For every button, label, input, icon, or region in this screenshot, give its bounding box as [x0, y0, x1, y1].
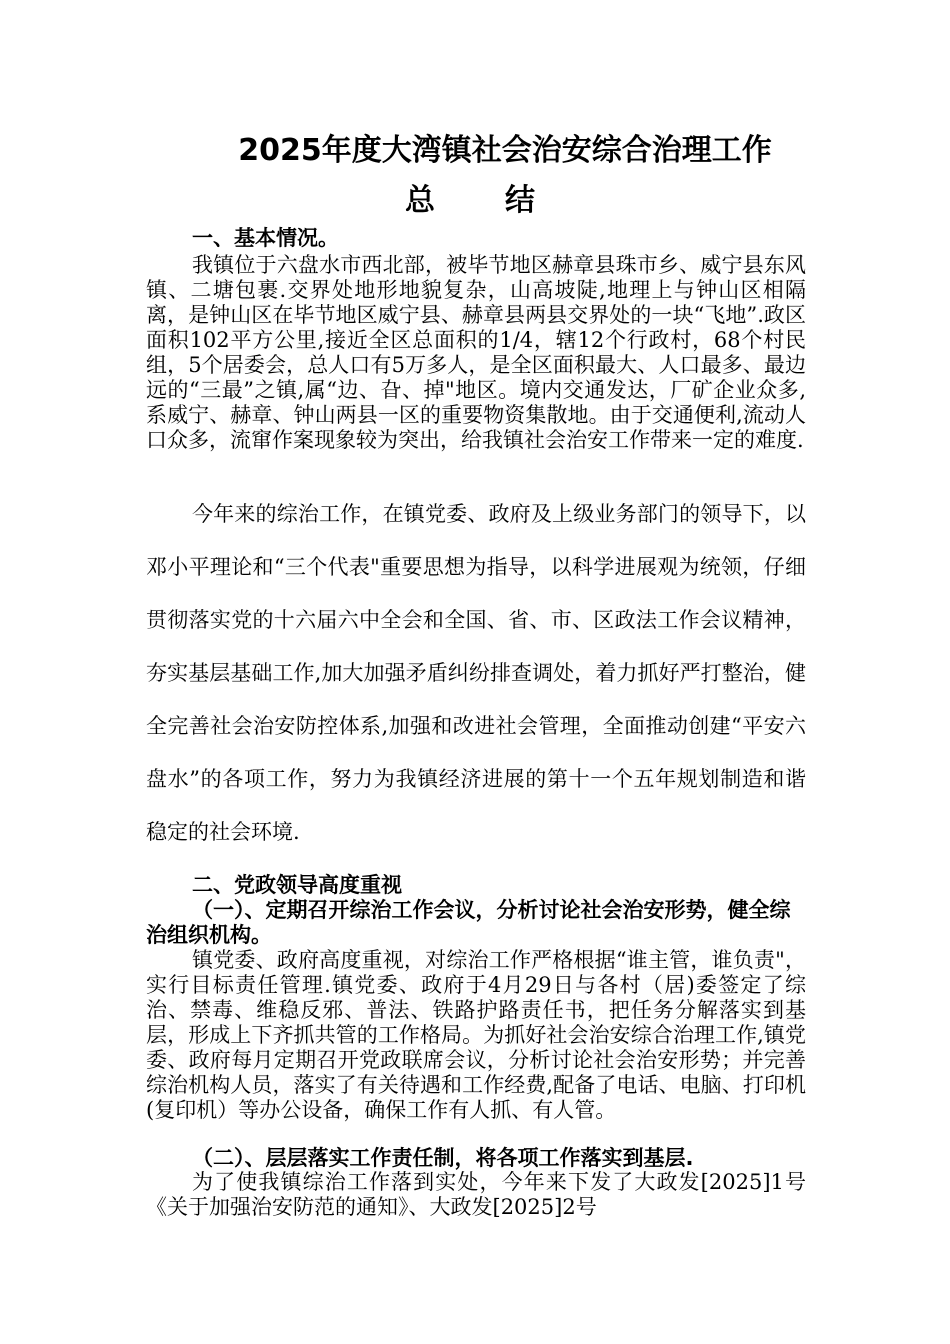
document-title-line2: 总结 [405, 183, 605, 218]
paragraph-basic-situation: 我镇位于六盘水市西北部，被毕节地区赫章县珠市乡、威宁县东风镇、二塘包裹.交界处地形地貌复杂，山高坡陡,地理上与钟山区相隔离，是钟山区在毕节地区威宁县、赫章县两县交界处的一块“飞地”.政区面积102平方公里,接近全区总面积的1/4，辖12个行政村，68个村民组，5个居委会，总人口有5万多人，是全区面积最大、人口最多、最边远的“三最”之镇,属“边、旮、掉"地区。境内交通发达，厂矿企业众多,系威宁、赫章、钟山两县一区的重要物资集散地。由于交通便利,流动人口众多，流窜作案现象较为突出，给我镇社会治安工作带来一定的难度. [146, 253, 806, 452]
subsection-heading-meetings: （一）、定期召开综治工作会议，分析讨论社会治安形势，健全综治组织机构。 [146, 898, 791, 947]
section-heading-basic: 一、基本情况。 [192, 226, 339, 250]
paragraph-work-overview: 今年来的综治工作，在镇党委、政府及上级业务部门的领导下，以邓小平理论和“三个代表"重要思想为指导，以科学进展观为统领，仔细贯彻落实党的十六届六中全会和全国、省、市、区政法工作会议精神，夯实基层基础工作,加大加强矛盾纠纷排查调处，着力抓好严打整治，健全完善社会治安防控体系,加强和改进社会管理，全面推动创建“平安六盘水”的各项工作，努力为我镇经济进展的第十一个五年规划制造和谐稳定的社会环境. [146, 502, 806, 844]
subsection-heading-responsibility: （二）、层层落实工作责任制，将各项工作落实到基层. [192, 1146, 694, 1170]
document-title: 2025年度大湾镇社会治安综合治理工作 [238, 133, 772, 168]
section-heading-leadership: 二、党政领导高度重视 [192, 873, 402, 897]
paragraph-leadership: 镇党委、政府高度重视，对综治工作严格根据“谁主管，谁负责"，实行目标责任管理.镇党委、政府于4月29日与各村（居)委签定了综治、禁毒、维稳反邪、普法、铁路护路责任书，把任务分解落实到基层，形成上下齐抓共管的工作格局。为抓好社会治安综合治理工作,镇党委、政府每月定期召开党政联席会议，分析讨论社会治安形势；并完善综治机构人员，落实了有关待遇和工作经费,配备了电话、电脑、打印机(复印机）等办公设备，确保工作有人抓、有人管。 [146, 948, 806, 1122]
paragraph-responsibility: 为了使我镇综治工作落到实处，今年来下发了大政发[2025]1号《关于加强治安防范的通知》、大政发[2025]2号 [146, 1170, 806, 1219]
